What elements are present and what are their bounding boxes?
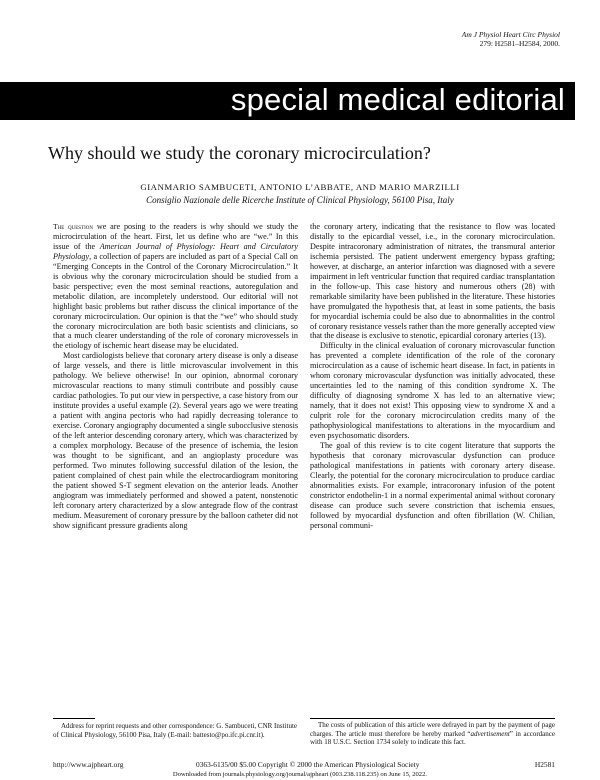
article-title: Why should we study the coronary microcirculation?	[48, 143, 431, 163]
paragraph-intro: The question we are posing to the readers is why should we study the microcirculation of the heart. First, let us define who are “we.” In this issue of the American Journal of Physiology: Heart and Circulatory Physiology, a collection of papers are included as part of a Special Call on “Emerging Concepts in the Control of the Coronary Microcirculation.” It is obvious why the coronary microcirculation should be studied from a basic perspective; even the most seminal reactions, autoregulation and metabolic dilation, are incompletely understood. Our editorial will not highlight basic problems but rather discuss the clinical importance of the coronary microcirculation. Our opinion is that the “we” who should study the coronary microcirculation are both basic scientists and clinicians, so that a much clearer understanding of the role of coronary microvessels in the etiology of ischemic heart disease may be elucidated.	[53, 222, 298, 351]
journal-pages: 279: H2581–H2584, 2000.	[479, 39, 560, 48]
paragraph-syndrome-x: Difficulty in the clinical evaluation of coronary microvascular function has prevented a complete identification of the role of the coronary microcirculation as a cause of ischemic heart disease. In fact, in patients in whom coronary microvascular dysfunction was initially advocated, these uncertainties led to the naming of this condition syndrome X. The difficulty of diagnosing syndrome X has led to an alternative view; namely, that it does not exist! This opposing view to syndrome X and a culprit role for the coronary microcirculation credits many of the pathophysiological manifestations to alterations in the myocardium and even psychosomatic disorders.	[310, 341, 555, 441]
body-column-right	[310, 222, 555, 531]
lead-in: The question	[53, 222, 94, 231]
journal-citation	[462, 30, 560, 48]
body-column-left	[53, 222, 298, 531]
download-watermark: Downloaded from journals.physiology.org/journal/ajpheart (003.238.118.235) on June 15, 2022.	[172, 771, 428, 778]
footnote-page-charges: The costs of publication of this article were defrayed in part by the payment of page charges. The article must therefore be hereby marked “advertisement” in accordance with 18 U.S.C. Section 1734 solely to indicate this fact.	[310, 721, 555, 746]
section-banner-text: special medical editorial	[230, 82, 565, 117]
footnote-reprint: Address for reprint requests and other correspondence: G. Sambuceti, CNR Institute of Clinical Physiology, 56100 Pisa, Italy (E-mail: battesto@po.ifc.pi.cnr.it).	[53, 722, 297, 739]
footnote-rule-left	[53, 718, 95, 719]
journal-url-link[interactable]: http://www.ajpheart.org	[53, 760, 124, 769]
paragraph-continuation: the coronary artery, indicating that the resistance to flow was located distally to the epicardial vessel, i.e., in the coronary microcirculation. Despite intracoronary administration of nitrates, the transmural anterior ischemia persisted. The patient underwent emergency bypass grafting; however, at discharge, an anterior infarction was diagnosed with a severe impairment in left ventricular function that required cardiac transplantation in the follow-up. This case history and numerous others (28) with remarkable similarity have been published in the literature. These histories have promulgated the hypothesis that, at least in some patients, the basis for myocardial ischemia could be also due to abnormalities in the control of coronary resistance vessels rather than the more generally accepted view that the disease is exclusive to stenotic, epicardial coronary arteries (13).	[310, 222, 555, 341]
paragraph-case-history: Most cardiologists believe that coronary artery disease is only a disease of large vessels, and there is little microvascular involvement in this pathology. We believe otherwise! In our opinion, abnormal coronary microvascular reactions to many stimuli contribute and possibly cause cardiac pathologies. To put our view in perspective, a case history from our institute provides a useful example (2). Several years ago we were treating a patient with angina pectoris who had rapidly decreasing tolerance to exercise. Coronary angiography documented a single subocclusive stenosis of the left anterior descending coronary artery, which was characterized by a complex morphology. Because of the presence of ischemia, the lesion was thought to be significant, and an angioplasty procedure was performed. Two minutes following successful dilation of the lesion, the patient complained of chest pain while the electrocardiogram monitoring the patient showed S-T segment elevation on the anterior leads. Another angiogram was immediately performed and showed a patent, nonstenotic left coronary artery characterized by a slow antegrade flow of the contrast medium. Measurement of coronary pressure by the balloon catheter did not show significant pressure gradients along	[53, 351, 298, 530]
section-banner	[0, 82, 575, 120]
page-number: H2581	[534, 760, 555, 769]
author-list: GIANMARIO SAMBUCETI, ANTONIO L’ABBATE, AND MARIO MARZILLI	[140, 182, 460, 192]
copyright-line: 0363-6135/00 $5.00 Copyright © 2000 the American Physiological Society	[196, 760, 420, 769]
paragraph-goal: The goal of this review is to cite cogent literature that supports the hypothesis that coronary microvascular dysfunction can produce pathological manifestations in patients with coronary artery disease. Clearly, the potential for the coronary microcirculation to produce cardiac abnormalities exists. For example, intracoronary infusion of the potent constrictor endothelin-1 in a normal experimental animal without coronary disease can produce such severe constriction that ischemia ensues, followed by myocardial dysfunction and often fibrillation (W. Chilian, personal communi-	[310, 440, 555, 530]
journal-title-inline: American Journal of Physiology: Heart and Circulatory Physiology	[53, 241, 298, 261]
journal-name: Am J Physiol Heart Circ Physiol	[461, 30, 560, 39]
author-affiliation: Consiglio Nazionale delle Ricerche Institute of Clinical Physiology, 56100 Pisa, Italy	[146, 195, 454, 205]
footnote-rule-right	[310, 718, 555, 719]
